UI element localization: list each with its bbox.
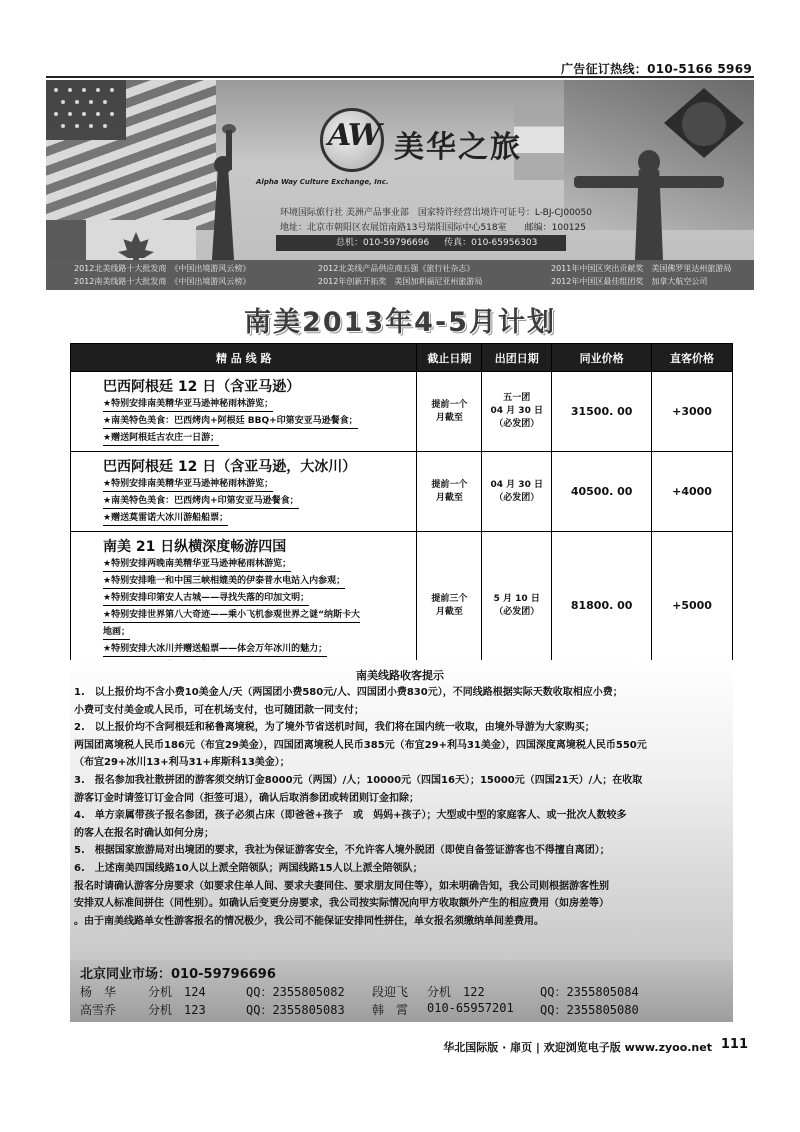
- license-info: 环境国际旅行社 美洲产品事业部 国家特许经营出境许可证号：L-BJ-CJ00050: [280, 208, 592, 218]
- note-line: 2. 以上报价均不含阿根廷和秘鲁离境税，为了境外节省送机时间，我们将在国内统一收取，由境外导游为大家购买；: [74, 722, 595, 734]
- logo-english-name: Alpha Way Culture Exchange, Inc.: [256, 178, 389, 186]
- award-item: 2012年创新开拓奖 美国加利福尼亚州旅游局: [318, 277, 483, 286]
- route-highlight: ★南美特色美食：巴西烤肉+阿根廷 BBQ+印第安亚马逊餐食；: [103, 415, 358, 429]
- contact-qq: QQ：2355805082: [246, 985, 345, 999]
- note-line: 3. 报名参加我社散拼团的游客须交纳订金8000元（两国）/人；10000元（四国16天）；15000元（四国21天）/人；在收取: [74, 774, 643, 786]
- route-highlight: ★特别安排印第安人古城——寻找失落的印加文明；: [103, 592, 309, 606]
- deadline-text: 提前一个: [431, 479, 468, 490]
- departure-text: （必发团）: [494, 606, 540, 617]
- direct-price-cell: +4000: [652, 452, 733, 532]
- note-line: 4. 单方亲属带孩子报名参团，孩子必须占床（即爸爸+孩子 或 妈妈+孩子）；大型或中型的家庭客人、或一批次人数较多: [74, 810, 627, 822]
- company-logo: [256, 108, 546, 198]
- contact-name: 杨 华: [80, 985, 117, 999]
- route-name: 巴西阿根廷 12 日（含亚马逊，大冰川）: [103, 459, 357, 475]
- market-title: 北京同业市场：010-59796696: [80, 967, 276, 982]
- header-trade-price: 同业价格: [552, 344, 652, 372]
- deadline-cell: [417, 532, 482, 680]
- direct-price-cell: +5000: [652, 532, 733, 680]
- note-line: 的客人在报名时确认如何分房；: [74, 827, 214, 839]
- note-line: 两国团离境税人民币186元（布宜29美金），四国团离境税人民币385元（布宜29+利马31美金），四国深度离境税人民币550元: [74, 739, 647, 751]
- contact-ext: 分机 122: [427, 985, 485, 999]
- contact-name: 韩 霄: [372, 1003, 409, 1017]
- route-name: 南美 21 日纵横深度畅游四国: [103, 539, 287, 555]
- trade-price-cell: 31500. 00: [552, 372, 652, 452]
- page-number: 111: [720, 1037, 748, 1052]
- logo-chinese-name: 美华之旅: [394, 130, 522, 165]
- note-line: （布宜29+冰川13+利马31+库斯科13美金）；: [74, 757, 290, 769]
- header-rule: [46, 76, 754, 78]
- route-highlight: ★特别安排南美精华亚马逊神秘雨林游览；: [103, 398, 273, 412]
- note-line: 6. 上述南美四国线路10人以上派全陪领队；两国线路15人以上派全陪领队；: [74, 862, 423, 874]
- contact-ext: 分机 124: [148, 985, 206, 999]
- contact-bar: [276, 235, 566, 251]
- note-line: 。由于南美线路单女性游客报名的情况极少，我公司不能保证安排同性拼住，单女报名须缴纳单间差费用。: [74, 915, 544, 927]
- contact-qq: QQ：2355805083: [246, 1003, 345, 1017]
- route-cell: [71, 532, 417, 680]
- route-highlight: ★特别安排世界第八大奇迹——乘小飞机参观世界之谜“纳斯卡大: [103, 609, 360, 623]
- logo-mark: AW: [328, 118, 380, 153]
- deadline-text: 提前一个: [431, 399, 468, 410]
- award-item: 2012北美线路十大批发商 《中国出境游风云榜》: [74, 264, 251, 273]
- route-name: 巴西阿根廷 12 日（含亚马逊）: [103, 379, 301, 395]
- note-line: 游客订金时请签订订金合同（拒签可退），确认后取消参团或转团则订金扣除；: [74, 792, 419, 804]
- award-item: 2012南美线路十大批发商 《中国出境游风云榜》: [74, 277, 251, 286]
- route-highlight: ★特别安排大冰川并赠送船票——体会万年冰川的魅力；: [103, 643, 327, 657]
- notes-list: [74, 684, 734, 930]
- deadline-cell: [417, 372, 482, 452]
- route-highlight: ★赠送阿根廷古农庄一日游；: [103, 432, 219, 446]
- table-row: [71, 532, 733, 680]
- table-row: [71, 452, 733, 532]
- route-highlight: ★特别安排两晚南美精华亚马逊神秘雨林游览；: [103, 558, 291, 572]
- departure-text: （必发团）: [494, 419, 540, 429]
- ad-hotline: 广告征订热线：010-5166 5969: [560, 62, 752, 76]
- route-price-table: [70, 343, 733, 680]
- award-item: 2012北美线产品供应商五强《旅行社杂志》: [318, 264, 475, 273]
- deadline-cell: [417, 452, 482, 532]
- departure-text: 5 月 10 日: [493, 593, 540, 604]
- departure-text: 五一团: [503, 393, 531, 403]
- contact-name: 高雪乔: [80, 1003, 117, 1017]
- route-highlight: ★赠送莫雷诺大冰川游船船票；: [103, 512, 228, 526]
- page-title: 南美2013年4-5月计划: [244, 307, 556, 338]
- note-line: 小费可支付美金或人民币，可在机场支付，也可随团款一同支付；: [74, 704, 364, 716]
- departure-text: 04 月 30 日: [490, 479, 543, 490]
- table-row: [71, 372, 733, 452]
- us-flag-canton: [46, 80, 126, 140]
- contact-qq: QQ：2355805080: [540, 1003, 639, 1017]
- trade-price-cell: 40500. 00: [552, 452, 652, 532]
- note-line: 1. 以上报价均不含小费10美金人/天（两国团小费580元/人、四国团小费830元），不同线路根据实际天数收取相应小费；: [74, 687, 623, 698]
- address-info: 地址：北京市朝阳区农展馆南路13号瑞阳国际中心518室 邮编：100125: [280, 223, 586, 233]
- contact-name: 段迎飞: [372, 985, 409, 999]
- route-cell: [71, 372, 417, 452]
- award-item: 2012年中国区最佳组团奖 加拿大航空公司: [551, 277, 708, 286]
- note-line: 报名时请确认游客分房要求（如要求住单人间、要求夫妻同住、要求朋友同住等），如未明确告知，我公司则根据游客性别: [74, 880, 609, 892]
- page-footer: [0, 1036, 800, 1056]
- phone-number: 总机：010-59796696: [336, 238, 430, 248]
- header-deadline: 截止日期: [417, 344, 482, 372]
- route-highlight: 地画；: [103, 626, 130, 640]
- awards-strip: [46, 260, 754, 290]
- departure-text: 04 月 30 日: [490, 406, 543, 416]
- notes-title: 南美线路收客提示: [356, 669, 444, 682]
- us-flag-graphic: [46, 80, 216, 230]
- fax-number: 传真：010-65956303: [444, 238, 538, 248]
- note-line: 5. 根据国家旅游局对出境团的要求，我社为保证游客安全，不允许客人境外脱团（即使自备签证游客也不得擅自离团）；: [74, 845, 610, 857]
- departure-cell: [482, 452, 552, 532]
- route-cell: [71, 452, 417, 532]
- deadline-text: 月截至: [435, 412, 463, 423]
- deadline-text: 月截至: [435, 606, 463, 617]
- award-item: 2011年中国区突出贡献奖 美国佛罗里达州旅游局: [551, 264, 732, 273]
- contact-phone: 010-65957201: [427, 1001, 514, 1015]
- route-highlight: ★特别安排南美精华亚马逊神秘雨林游览；: [103, 478, 273, 492]
- departure-text: （必发团）: [494, 492, 540, 503]
- note-line: 安排双人标准间拼住（同性别）。如确认后变更分房要求，我公司按实际情况向甲方收取额外产生的相应费用（如房差等）: [74, 898, 609, 910]
- route-highlight: ★特别安排唯一和中国三峡相媲美的伊泰普水电站入内参观；: [103, 575, 345, 589]
- header-departure: 出团日期: [482, 344, 552, 372]
- banner: [46, 80, 754, 290]
- table-header-row: [71, 344, 733, 372]
- header-direct-price: 直客价格: [652, 344, 733, 372]
- contact-ext: 分机 123: [148, 1003, 206, 1017]
- departure-cell: [482, 532, 552, 680]
- deadline-text: 月截至: [435, 492, 463, 503]
- route-highlight: ★南美特色美食：巴西烤肉+印第安亚马逊餐食；: [103, 495, 299, 509]
- contact-qq: QQ：2355805084: [540, 985, 639, 999]
- header-route: 精 品 线 路: [71, 344, 417, 372]
- departure-cell: [482, 372, 552, 452]
- trade-price-cell: 81800. 00: [552, 532, 652, 680]
- direct-price-cell: +3000: [652, 372, 733, 452]
- deadline-text: 提前三个: [431, 593, 468, 604]
- footer-text: 华北国际版 · 扉页 | 欢迎浏览电子版 www.zyoo.net: [443, 1041, 712, 1054]
